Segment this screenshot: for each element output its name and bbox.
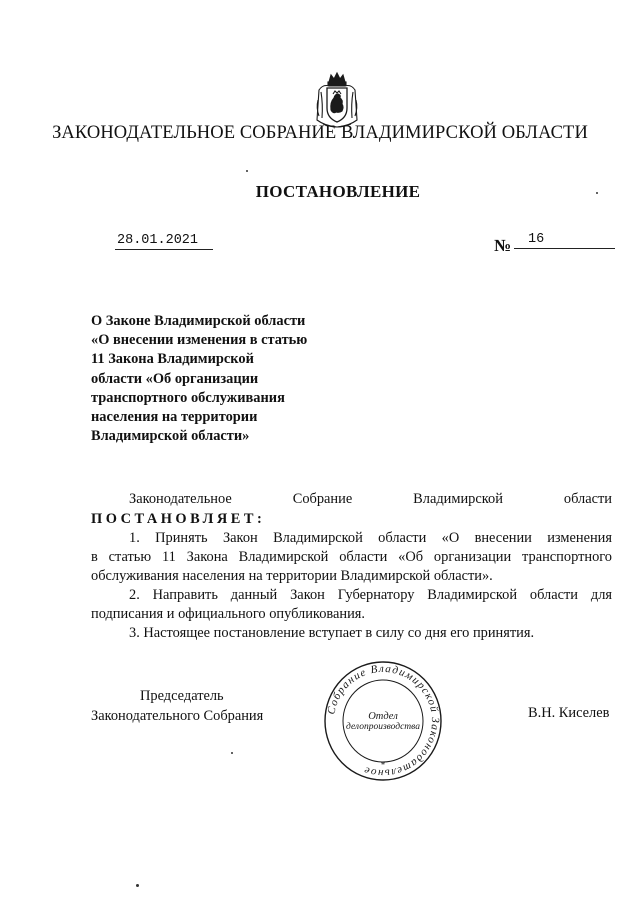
- document-date: 28.01.2021: [115, 233, 213, 250]
- document-type-heading: ПОСТАНОВЛЕНИЕ: [255, 182, 421, 201]
- coat-of-arms-icon: [313, 70, 361, 130]
- subject-line: 11 Закона Владимирской: [91, 351, 254, 368]
- scan-speck: [596, 192, 598, 194]
- number-sign: №: [494, 236, 512, 255]
- organization-title: ЗАКОНОДАТЕЛЬНОЕ СОБРАНИЕ ВЛАДИМИРСКОЙ ОБЛАСТИ: [52, 123, 588, 143]
- subject-line: О Законе Владимирской области: [91, 313, 306, 329]
- intro-word: Законодательное: [129, 491, 232, 507]
- stamp-center-line-2: делопроизводства: [346, 721, 420, 732]
- stamp-center: [322, 660, 444, 782]
- signatory-title-line-2: Законодательного Собрания: [91, 708, 264, 724]
- paragraph-2-line-1: 2. Направить данный Закон Губернатору Владимирской области для: [129, 587, 612, 603]
- intro-word: Владимирской: [413, 491, 503, 507]
- svg-text:*: *: [380, 760, 386, 770]
- intro-word: Собрание: [292, 491, 353, 507]
- resolves-heading: ПОСТАНОВЛЯЕТ:: [91, 511, 266, 527]
- paragraph-2-line-2: подписания и официального опубликования.: [91, 606, 366, 622]
- intro-word: области: [563, 491, 612, 507]
- subject-line: населения на территории: [91, 409, 258, 426]
- subject-line: транспортного обслуживания: [91, 389, 285, 406]
- stamp-ring-text: Собрание Владимирской Законодательное: [325, 662, 442, 780]
- paragraph-1-line-1: 1. Принять Закон Владимирской области «О внесении изменения: [129, 530, 612, 546]
- scan-speck: [246, 170, 248, 172]
- paragraph-3: 3. Настоящее постановление вступает в силу со дня его принятия.: [129, 625, 535, 641]
- office-stamp: [322, 660, 444, 782]
- signatory-title-line-1: Председатель: [140, 688, 224, 704]
- subject-line: области «Об организации: [91, 370, 259, 387]
- signatory-name: В.Н. Киселев: [528, 705, 610, 721]
- intro-line: [91, 490, 612, 509]
- subject-line: Владимирской области»: [91, 428, 250, 445]
- document-number: 16: [514, 232, 615, 249]
- stamp-center-line-1: Отдел: [368, 710, 398, 722]
- document-body: [91, 490, 612, 643]
- scan-speck: [136, 884, 139, 887]
- scan-speck: [231, 752, 233, 754]
- signatory-title: [91, 686, 291, 726]
- subject-line: «О внесении изменения в статью: [91, 332, 308, 349]
- paragraph-1-line-3: обслуживания населения на территории Владимирской области».: [91, 568, 493, 584]
- document-subject: [91, 312, 351, 446]
- paragraph-1-line-2: в статью 11 Закона Владимирской области «Об организации транспортного: [91, 549, 612, 565]
